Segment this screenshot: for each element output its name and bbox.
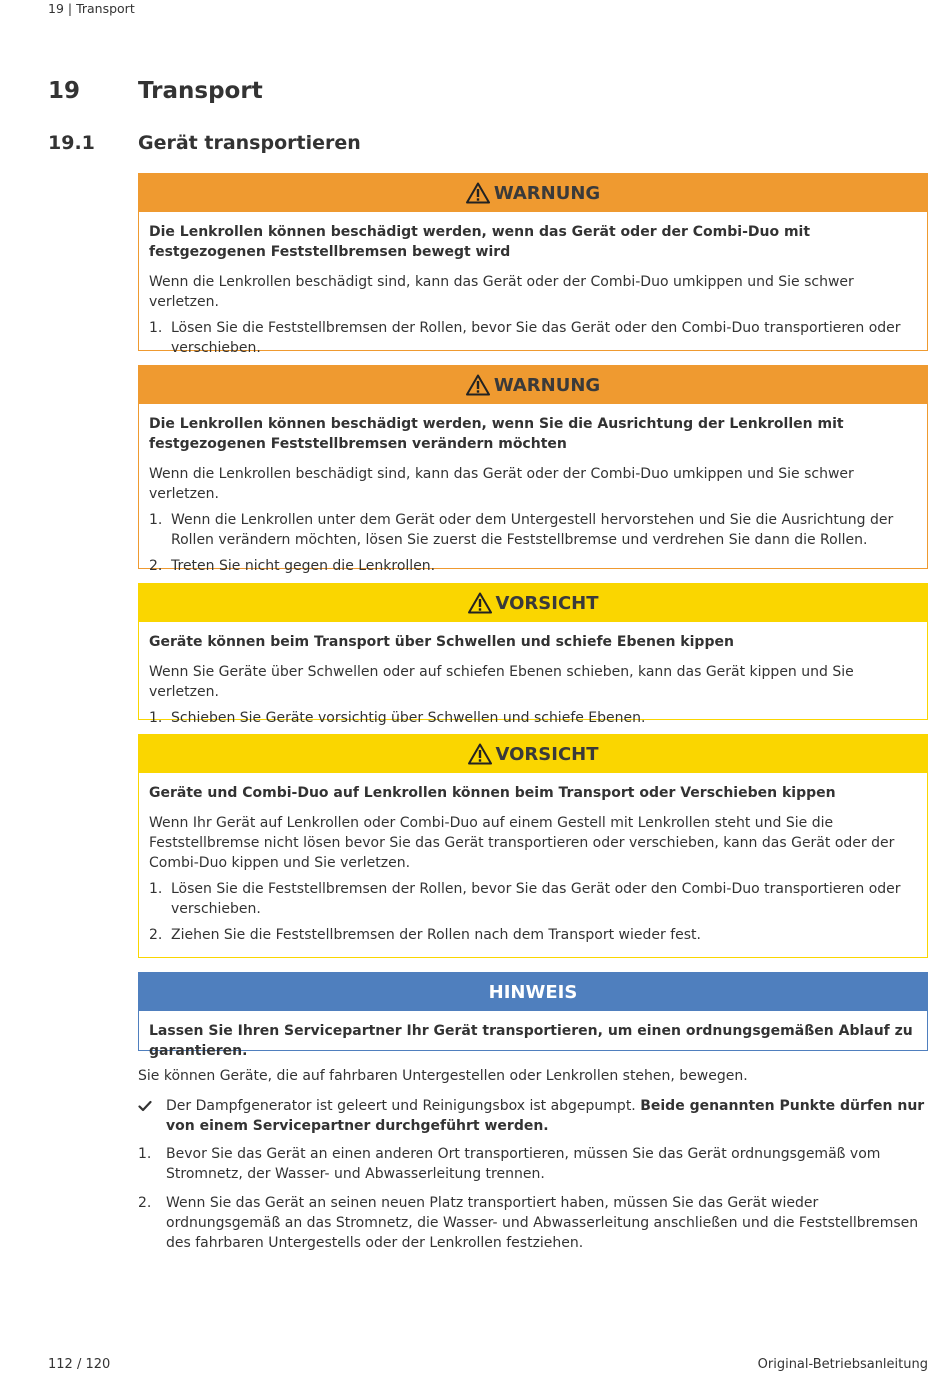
step-number: 2.	[149, 927, 163, 943]
prerequisite-bold: Beide genannten Punkte dürfen nur von einem Servicepartner durchgeführt werden.	[166, 1098, 925, 1134]
chapter-heading	[48, 78, 263, 104]
step-number: 2.	[149, 558, 163, 574]
warning-band	[139, 174, 927, 212]
step-number: 1.	[149, 512, 163, 528]
warning-box-1	[138, 173, 928, 356]
step-number: 1.	[138, 1146, 152, 1162]
page-number: 112 / 120	[48, 1357, 111, 1372]
chapter-title: Transport	[138, 78, 263, 104]
document-title: Original-Betriebsanleitung	[757, 1357, 928, 1372]
step-text: Wenn die Lenkrollen unter dem Gerät oder dem Untergestell hervorstehen und Sie die Ausrichtung der Rollen verändern möchten, lösen Sie zuerst die Feststellbremse und verdrehen Sie dann die Rollen.	[171, 512, 894, 548]
list-item	[149, 708, 917, 728]
hazard-heading: Geräte und Combi-Duo auf Lenkrollen können beim Transport oder Verschieben kippen	[149, 785, 836, 801]
warning-band	[139, 366, 927, 404]
caution-band	[139, 735, 927, 773]
chapter-number: 19	[48, 78, 81, 104]
hazard-consequence: Wenn die Lenkrollen beschädigt sind, kann das Gerät oder der Combi-Duo umkippen und Sie schwer verletzen.	[149, 466, 854, 502]
warning-triangle-icon	[466, 374, 490, 396]
list-item	[149, 510, 917, 550]
warning-triangle-icon	[468, 743, 492, 765]
step-text: Lösen Sie die Feststellbremsen der Rollen, bevor Sie das Gerät oder den Combi-Duo transportieren oder verschieben.	[171, 881, 901, 917]
step-number: 1.	[149, 710, 163, 726]
running-header: 19 | Transport	[48, 1, 135, 16]
warning-label: WARNUNG	[493, 182, 601, 204]
section-heading	[48, 132, 361, 154]
caution-band	[139, 584, 927, 622]
list-item	[149, 318, 917, 358]
hazard-heading: Die Lenkrollen können beschädigt werden, wenn Sie die Ausrichtung der Lenkrollen mit festgezogenen Feststellbremsen verändern möchten	[149, 416, 844, 452]
hazard-consequence: Wenn Sie Geräte über Schwellen oder auf schiefen Ebenen schieben, kann das Gerät kippen und Sie verletzen.	[149, 664, 854, 700]
list-item	[149, 879, 917, 919]
caution-box-2	[138, 734, 928, 958]
note-band	[139, 973, 927, 1011]
step-text: Wenn Sie das Gerät an seinen neuen Platz transportiert haben, müssen Sie das Gerät wieder ordnungsgemäß an das Stromnetz, die Wasser- und Abwasserleitung anschließen und die Feststellbremsen des fahrbaren Untergestells oder der Lenkrollen festziehen.	[166, 1195, 919, 1251]
step-text: Ziehen Sie die Feststellbremsen der Rollen nach dem Transport wieder fest.	[171, 927, 701, 943]
checkmark-icon	[138, 1096, 166, 1136]
step-text: Schieben Sie Geräte vorsichtig über Schwellen und schiefe Ebenen.	[171, 710, 646, 726]
hazard-heading: Die Lenkrollen können beschädigt werden, wenn das Gerät oder der Combi-Duo mit festgezogenen Feststellbremsen bewegt wird	[149, 224, 811, 260]
prerequisite	[138, 1096, 928, 1136]
step-number: 2.	[138, 1195, 152, 1211]
hazard-heading: Geräte können beim Transport über Schwellen und schiefe Ebenen kippen	[149, 634, 734, 650]
list-item	[149, 556, 917, 576]
list-item	[149, 925, 917, 945]
step-text: Bevor Sie das Gerät an einen anderen Ort transportieren, müssen Sie das Gerät ordnungsgemäß vom Stromnetz, der Wasser- und Abwasserleitung trennen.	[166, 1146, 881, 1182]
step-number: 1.	[149, 320, 163, 336]
hazard-consequence: Wenn die Lenkrollen beschädigt sind, kann das Gerät oder der Combi-Duo umkippen und Sie schwer verletzen.	[149, 274, 854, 310]
warning-label: WARNUNG	[493, 374, 601, 396]
section-title: Gerät transportieren	[138, 132, 361, 154]
caution-label: VORSICHT	[495, 592, 599, 614]
warning-triangle-icon	[468, 592, 492, 614]
note-box	[138, 972, 928, 1059]
caution-box-1	[138, 583, 928, 726]
intro-paragraph: Sie können Geräte, die auf fahrbaren Untergestellen oder Lenkrollen stehen, bewegen.	[138, 1068, 748, 1084]
note-text: Lassen Sie Ihren Servicepartner Ihr Gerät transportieren, um einen ordnungsgemäßen Ablauf zu garantieren.	[149, 1023, 913, 1059]
step-number: 1.	[149, 881, 163, 897]
caution-label: VORSICHT	[495, 743, 599, 765]
list-item	[138, 1193, 928, 1253]
note-label: HINWEIS	[488, 981, 578, 1003]
step-text: Lösen Sie die Feststellbremsen der Rollen, bevor Sie das Gerät oder den Combi-Duo transportieren oder verschieben.	[171, 320, 901, 356]
warning-box-2	[138, 365, 928, 574]
warning-triangle-icon	[466, 182, 490, 204]
section-number: 19.1	[48, 132, 95, 154]
prerequisite-text: Der Dampfgenerator ist geleert und Reinigungsbox ist abgepumpt. Beide genannten Punkte dürfen nur von einem Servicepartner durchgeführt werden.	[166, 1098, 925, 1134]
list-item	[138, 1144, 928, 1184]
step-text: Treten Sie nicht gegen die Lenkrollen.	[171, 558, 436, 574]
hazard-consequence: Wenn Ihr Gerät auf Lenkrollen oder Combi-Duo auf einem Gestell mit Lenkrollen steht und Sie die Feststellbremse nicht lösen bevor Sie das Gerät transportieren oder verschieben, kann das Gerät oder der Combi-Duo kippen und Sie verletzen.	[149, 815, 895, 871]
